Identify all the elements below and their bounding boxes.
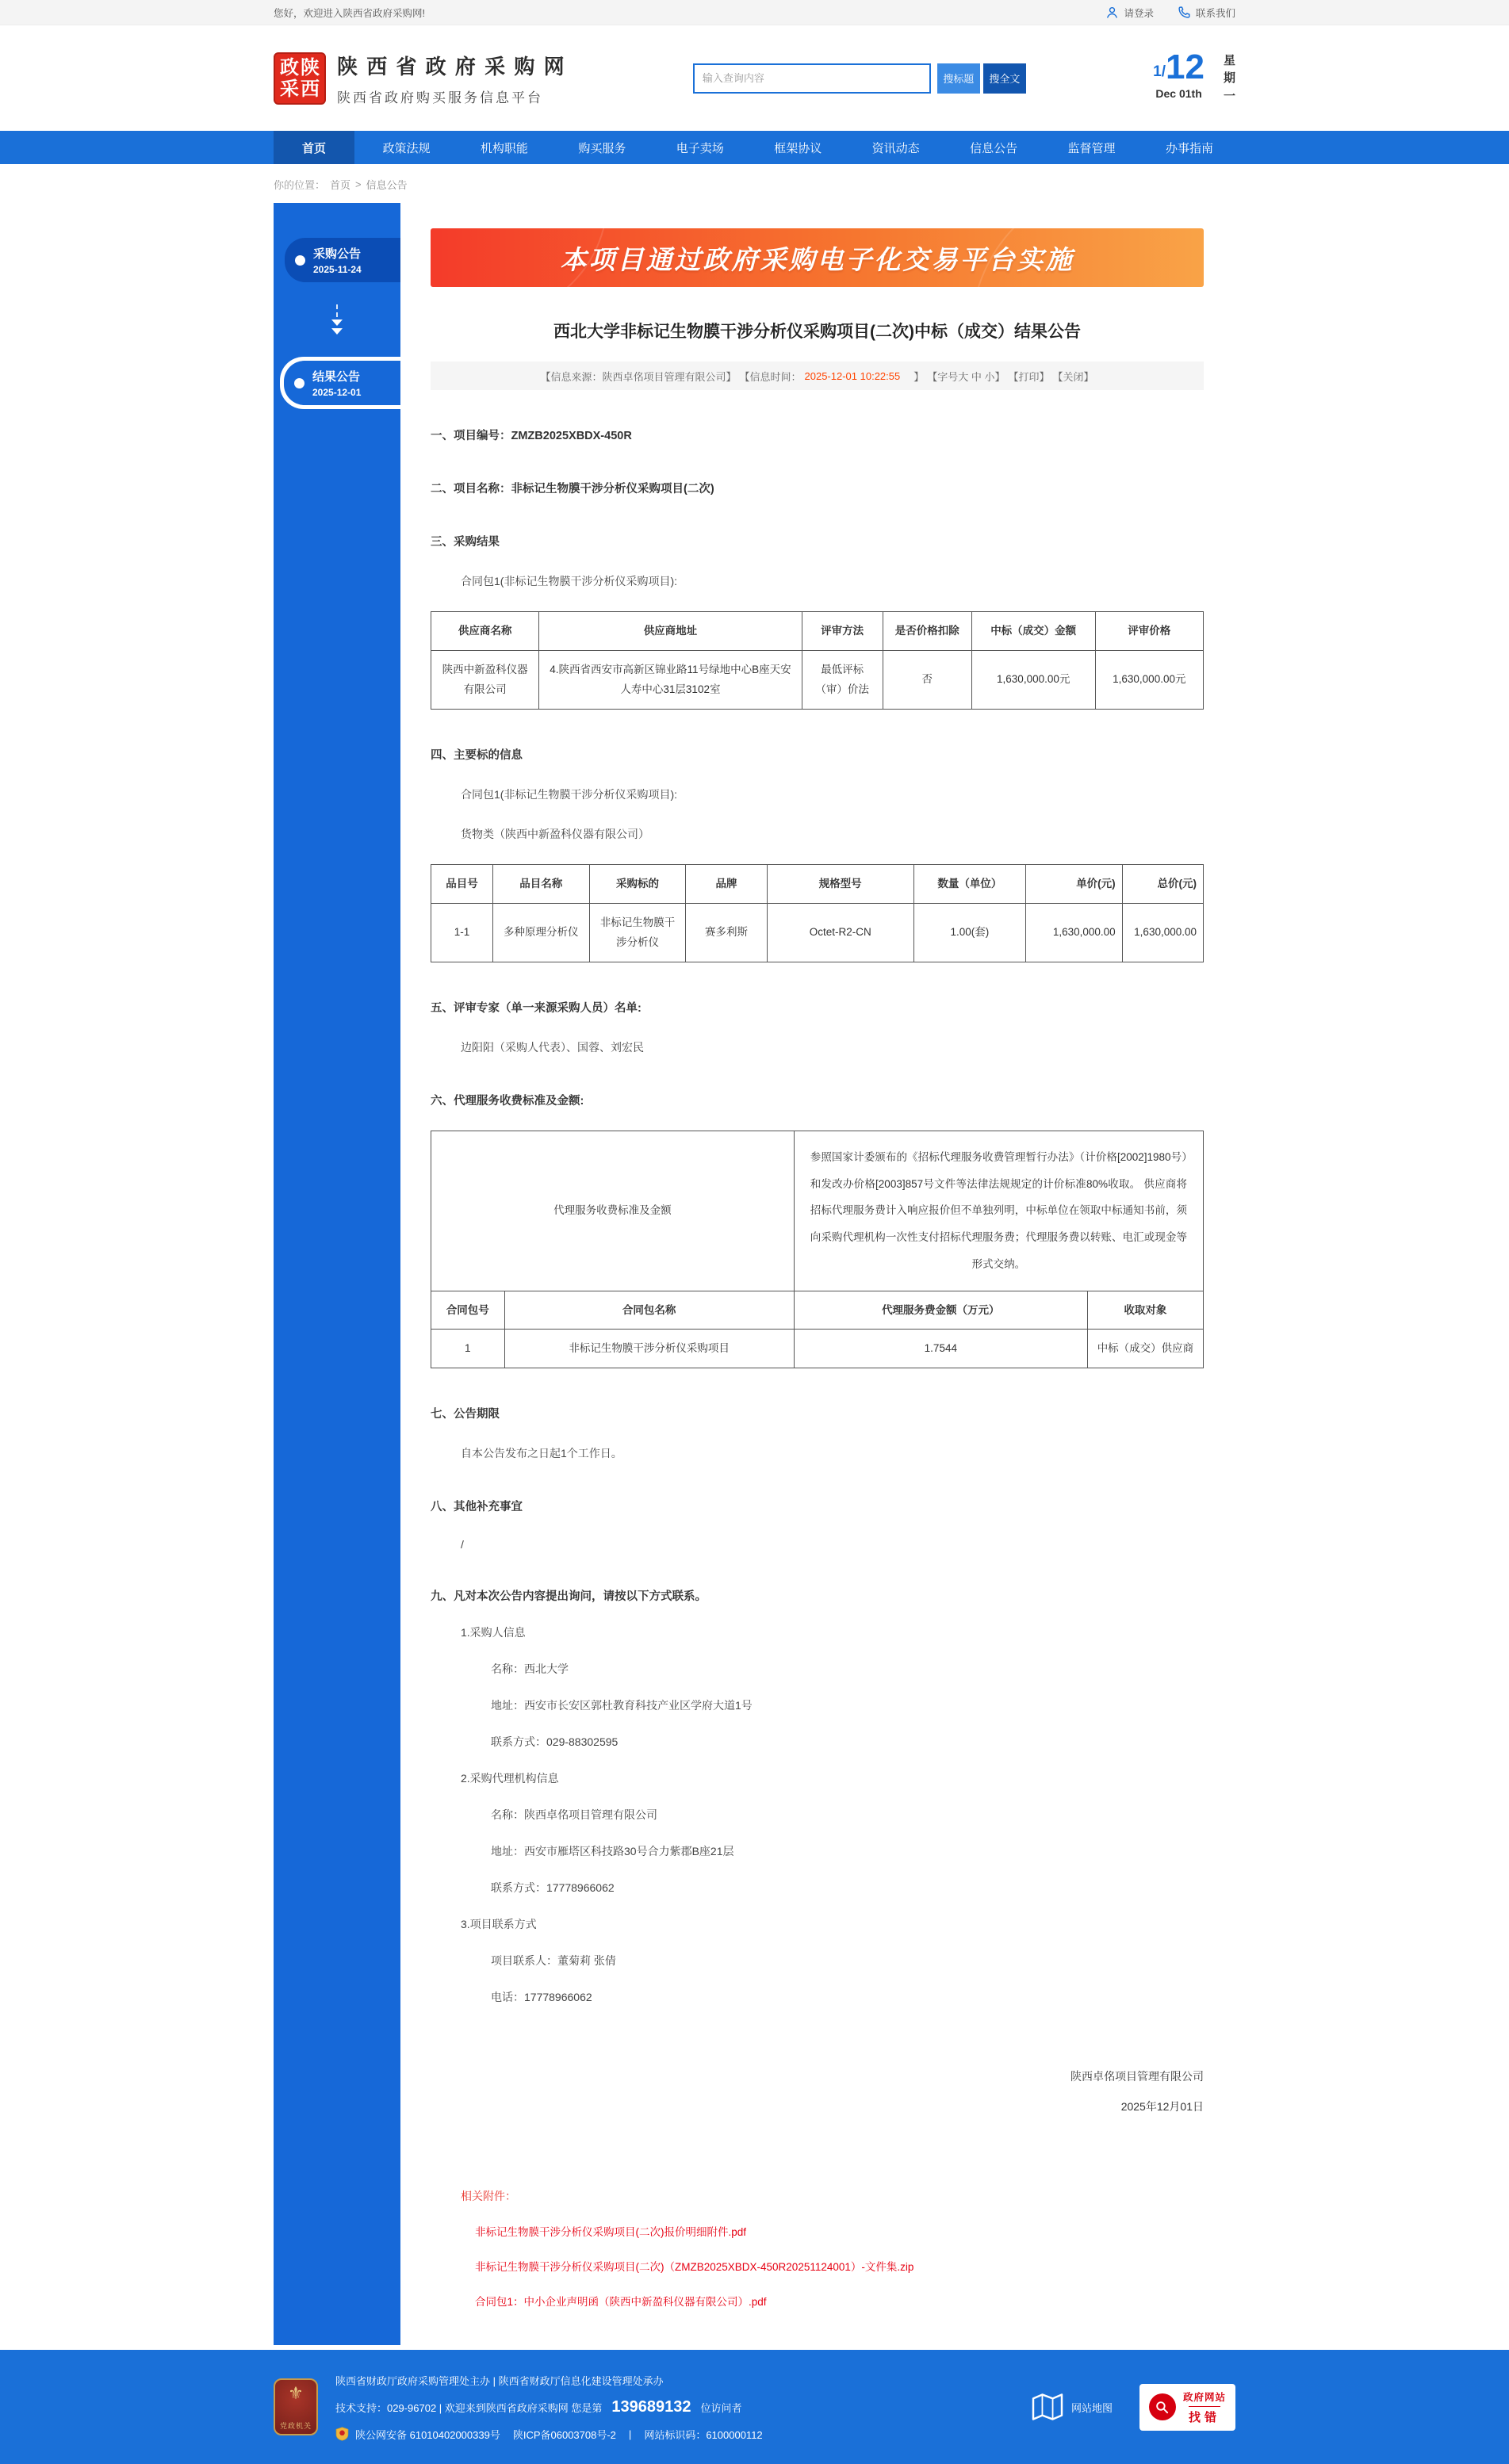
table-header-cell: 合同包号 — [431, 1291, 505, 1330]
contact-label: 联系我们 — [1195, 7, 1235, 19]
topbar — [0, 0, 1509, 25]
item-name-cell: 多种原理分析仪 — [492, 903, 589, 962]
signature-block — [431, 2062, 1204, 2122]
table-header-cell: 代理服务费金额（万元） — [794, 1291, 1087, 1330]
package-name-cell: 非标记生物膜干涉分析仪采购项目 — [504, 1330, 794, 1368]
section-project-number: 一、项目编号：ZMZB2025XBDX-450R — [431, 430, 632, 442]
section-result-heading: 三、采购结果 — [431, 536, 500, 549]
table-header-cell: 单价(元) — [1025, 864, 1122, 903]
breadcrumb-label: 你的位置： — [274, 179, 326, 191]
timeline-sidebar — [274, 203, 400, 2345]
table-header-cell: 采购标的 — [589, 864, 686, 903]
package-label: 合同包1(非标记生物膜干涉分析仪采购项目): — [461, 787, 677, 801]
table-row — [431, 1330, 1204, 1368]
table-header-cell: 数量（单位） — [913, 864, 1025, 903]
project-contact-heading: 3.项目联系方式 — [461, 1917, 537, 1930]
sidebar-item-title: 结果公告 — [312, 370, 361, 384]
breadcrumb — [0, 164, 1509, 203]
nav-item-services[interactable]: 购买服务 — [578, 141, 626, 155]
error-badge-title: 政府网站 — [1182, 2391, 1226, 2403]
fee-payer-cell: 中标（成交）供应商 — [1087, 1330, 1203, 1368]
breadcrumb-separator: > — [355, 178, 362, 190]
sitemap-icon — [1032, 2393, 1063, 2421]
project-contact-person: 项目联系人：董菊莉 张倩 — [491, 1953, 616, 1967]
table-row — [431, 650, 1204, 709]
table-header-cell: 总价(元) — [1122, 864, 1203, 903]
sidebar-item-procurement-notice[interactable] — [285, 238, 400, 282]
procurement-target-cell: 非标记生物膜干涉分析仪 — [589, 903, 686, 962]
attachment-link-quote-detail[interactable]: 非标记生物膜干涉分析仪采购项目(二次)报价明细附件.pdf — [475, 2226, 747, 2239]
site-footer — [0, 2350, 1509, 2464]
weekday-char: 期 — [1223, 71, 1235, 86]
close-button[interactable]: 【关闭】 — [1052, 370, 1094, 383]
agency-name: 名称：陕西卓佲项目管理有限公司 — [491, 1808, 657, 1821]
section-period-heading: 七、公告期限 — [431, 1407, 500, 1421]
attachment-link-file-set[interactable]: 非标记生物膜干涉分析仪采购项目(二次)（ZMZB2025XBDX-450R20251124001）-文件集.zip — [475, 2261, 914, 2274]
party-gov-emblem-icon — [274, 2378, 318, 2435]
font-size-control[interactable]: 【字号大 中 小】 — [927, 370, 1005, 383]
nav-item-functions[interactable]: 机构职能 — [480, 141, 528, 155]
section-project-name: 二、项目名称：非标记生物膜干涉分析仪采购项目(二次) — [431, 483, 714, 495]
experts-list: 边阳阳（采购人代表）、国蓉、刘宏民 — [461, 1040, 644, 1054]
visitor-count: 139689132 — [611, 2397, 691, 2416]
search-fulltext-button[interactable]: 搜全文 — [983, 63, 1026, 94]
article-meta-bar — [431, 362, 1204, 390]
nav-item-guide[interactable]: 办事指南 — [1165, 141, 1213, 155]
table-header-cell: 规格型号 — [767, 864, 913, 903]
table-header-cell: 中标（成交）金额 — [971, 612, 1095, 651]
buyer-name: 名称：西北大学 — [491, 1662, 569, 1675]
weekday-label — [1224, 51, 1235, 106]
signature-date: 2025年12月01日 — [1120, 2099, 1204, 2113]
nav-item-announcements[interactable]: 信息公告 — [970, 141, 1018, 155]
section-fee-heading: 六、代理服务收费标准及金额: — [431, 1094, 584, 1108]
sitemap-link[interactable] — [1032, 2393, 1113, 2421]
nav-item-framework[interactable]: 框架协议 — [774, 141, 822, 155]
breadcrumb-current-link[interactable]: 信息公告 — [366, 179, 408, 191]
emblem-label: 党政机关 — [279, 2422, 312, 2431]
category-label: 货物类（陕西中新盈科仪器有限公司） — [461, 827, 649, 840]
brand[interactable] — [274, 51, 566, 106]
nav-item-home[interactable]: 首页 — [274, 131, 354, 164]
date-english: Dec 01th — [1155, 86, 1202, 100]
table-row — [431, 903, 1204, 962]
bullet-dot-icon — [295, 255, 305, 266]
meta-time-suffix: 】 — [903, 370, 925, 383]
platform-banner — [431, 228, 1204, 287]
login-label: 请登录 — [1124, 7, 1154, 19]
table-header-cell: 评审方法 — [802, 612, 883, 651]
model-cell: Octet-R2-CN — [767, 903, 913, 962]
quantity-cell: 1.00(套) — [913, 903, 1025, 962]
agency-phone: 联系方式：17778966062 — [491, 1881, 615, 1894]
error-report-badge[interactable] — [1139, 2384, 1235, 2431]
sidebar-item-date: 2025-11-24 — [313, 264, 362, 275]
weekday-char: 星 — [1223, 53, 1235, 67]
attachments-section — [431, 2188, 1204, 2309]
print-button[interactable]: 【打印】 — [1008, 370, 1050, 383]
sidebar-item-title: 采购公告 — [313, 247, 362, 261]
attachment-link-sme-declaration[interactable]: 合同包1：中小企业声明函（陕西中新盈科仪器有限公司）.pdf — [475, 2296, 767, 2309]
item-no-cell: 1-1 — [431, 903, 493, 962]
police-badge-icon — [335, 2427, 349, 2441]
table-header-cell: 合同包名称 — [504, 1291, 794, 1330]
footer-organizer: 陕西省财政厅政府采购管理处主办 | 陕西省财政厅信息化建设管理处承办 — [335, 2374, 664, 2387]
footer-support: 技术支持：029-96702 | 欢迎来到陕西省政府采购网 您是第 — [335, 2401, 603, 2414]
package-label: 合同包1(非标记生物膜干涉分析仪采购项目): — [461, 575, 677, 587]
agency-info-heading: 2.采购代理机构信息 — [461, 1771, 559, 1785]
buyer-phone: 联系方式：029-88302595 — [491, 1735, 619, 1748]
footer-site-code: 网站标识码：6100000112 — [644, 2428, 763, 2441]
signature-company: 陕西卓佲项目管理有限公司 — [1070, 2069, 1204, 2083]
buyer-info-heading: 1.采购人信息 — [461, 1625, 526, 1639]
section-items-heading: 四、主要标的信息 — [431, 748, 523, 762]
nav-item-news[interactable]: 资讯动态 — [871, 141, 920, 155]
banner-text: 本项目通过政府采购电子化交易平台实施 — [560, 244, 1074, 274]
search-box — [693, 63, 1026, 94]
site-title: 陕 西 省 政 府 采 购 网 — [337, 54, 566, 78]
site-logo-icon — [274, 52, 326, 105]
user-icon — [1105, 6, 1119, 19]
meta-time-label: 【信息时间： — [739, 370, 802, 383]
table-header-cell: 供应商名称 — [431, 612, 539, 651]
buyer-address: 地址：西安市长安区郭杜教育科技产业区学府大道1号 — [491, 1698, 753, 1712]
date-display — [1153, 47, 1235, 106]
welcome-text: 您好，欢迎进入陕西省政府采购网! — [274, 7, 425, 19]
main-navigation — [0, 131, 1509, 164]
brand-cell: 赛多利斯 — [686, 903, 767, 962]
date-day: 12 — [1166, 47, 1205, 86]
review-price-cell: 1,630,000.00元 — [1095, 650, 1203, 709]
article-content — [400, 203, 1235, 2345]
fee-standard-description-cell: 参照国家计委颁布的《招标代理服务收费管理暂行办法》（计价格[2002]1980号）和发改办价格[2003]857号文件等法律法规规定的计价标准80%收取。 供应商将招标代理服务费计入响应报价但不单独列明，中标单位在领取中标通知书前，须向采购代理机构一次性支付招标代理服务费；代理服务费以转账、电汇或现金等形式交纳。 — [794, 1131, 1203, 1291]
table-header-cell: 是否价格扣除 — [883, 612, 971, 651]
article-title: 西北大学非标记生物膜干涉分析仪采购项目(二次)中标（成交）结果公告 — [553, 323, 1081, 341]
logo-char: 政 — [280, 57, 299, 78]
agency-address: 地址：西安市雁塔区科技路30号合力紫郡B座21层 — [491, 1844, 734, 1858]
sidebar-item-result-notice[interactable] — [284, 361, 400, 405]
section-contact-heading: 九、凡对本次公告内容提出询问，请按以下方式联系。 — [431, 1590, 707, 1603]
attachments-heading: 相关附件： — [461, 2190, 516, 2203]
error-report-magnifier-icon — [1149, 2393, 1176, 2420]
result-table — [431, 611, 1204, 710]
table-header-cell: 收取对象 — [1087, 1291, 1203, 1330]
sidebar-item-date: 2025-12-01 — [312, 387, 362, 398]
logo-char: 采 — [280, 78, 299, 100]
supplier-name-cell: 陕西中新盈科仪器有限公司 — [431, 650, 539, 709]
nav-item-supervision[interactable]: 监督管理 — [1067, 141, 1116, 155]
footer-divider: | — [628, 2428, 632, 2440]
nav-item-policies[interactable]: 政策法规 — [382, 141, 431, 155]
section-other-heading: 八、其他补充事宜 — [431, 1500, 523, 1513]
search-input[interactable] — [693, 63, 931, 94]
period-body: 自本公告发布之日起1个工作日。 — [461, 1446, 622, 1460]
table-header-cell: 供应商地址 — [539, 612, 802, 651]
supplier-address-cell: 4.陕西省西安市高新区锦业路11号绿地中心B座天安人寿中心31层3102室 — [539, 650, 802, 709]
agency-fee-table — [431, 1131, 1204, 1368]
other-body: / — [461, 1537, 464, 1551]
logo-char: 陕 — [301, 57, 320, 78]
bullet-dot-icon — [294, 378, 304, 388]
logo-char: 西 — [301, 78, 320, 100]
footer-support-suffix: 位访问者 — [700, 2401, 742, 2414]
award-amount-cell: 1,630,000.00元 — [971, 650, 1095, 709]
contact-link[interactable] — [1178, 6, 1235, 20]
footer-beian-link[interactable]: 陕公网安备 61010402000339号 — [355, 2428, 500, 2441]
login-link[interactable] — [1105, 6, 1154, 20]
table-header-cell: 品目号 — [431, 864, 493, 903]
table-header-cell: 评审价格 — [1095, 612, 1203, 651]
footer-icp-link[interactable]: 陕ICP备06003708号-2 — [512, 2428, 616, 2441]
items-table — [431, 864, 1204, 962]
site-header — [0, 25, 1509, 131]
unit-price-cell: 1,630,000.00 — [1025, 903, 1122, 962]
price-deduction-cell: 否 — [883, 650, 971, 709]
review-method-cell: 最低评标（审）价法 — [802, 650, 883, 709]
total-price-cell: 1,630,000.00 — [1122, 903, 1203, 962]
project-contact-phone: 电话：17778966062 — [491, 1990, 592, 2003]
date-month: 1/ — [1153, 63, 1166, 80]
meta-source: 【信息来源：陕西卓佲项目管理有限公司】 — [540, 370, 737, 383]
package-no-cell: 1 — [431, 1330, 505, 1368]
search-title-button[interactable]: 搜标题 — [937, 63, 980, 94]
section-experts-heading: 五、评审专家（单一来源采购人员）名单: — [431, 1001, 642, 1015]
flow-arrow-down-icon — [274, 304, 400, 335]
table-header-cell: 品牌 — [686, 864, 767, 903]
fee-amount-cell: 1.7544 — [794, 1330, 1087, 1368]
table-header-cell: 品目名称 — [492, 864, 589, 903]
phone-icon — [1178, 6, 1191, 19]
site-subtitle: 陕西省政府购买服务信息平台 — [337, 90, 543, 105]
fee-standard-label-cell: 代理服务收费标准及金额 — [431, 1131, 795, 1291]
sidebar-active-wrapper — [280, 357, 400, 409]
error-badge-subtitle: 找错 — [1189, 2406, 1220, 2425]
emblem-glyph: ⚜ — [288, 2383, 304, 2404]
meta-time-value: 2025-12-01 10:22:55 — [804, 369, 901, 382]
nav-item-emall[interactable]: 电子卖场 — [676, 141, 724, 155]
sitemap-label: 网站地图 — [1070, 2401, 1113, 2414]
main-area — [274, 203, 1235, 2345]
breadcrumb-home-link[interactable]: 首页 — [330, 179, 351, 191]
weekday-char: 一 — [1223, 89, 1235, 103]
